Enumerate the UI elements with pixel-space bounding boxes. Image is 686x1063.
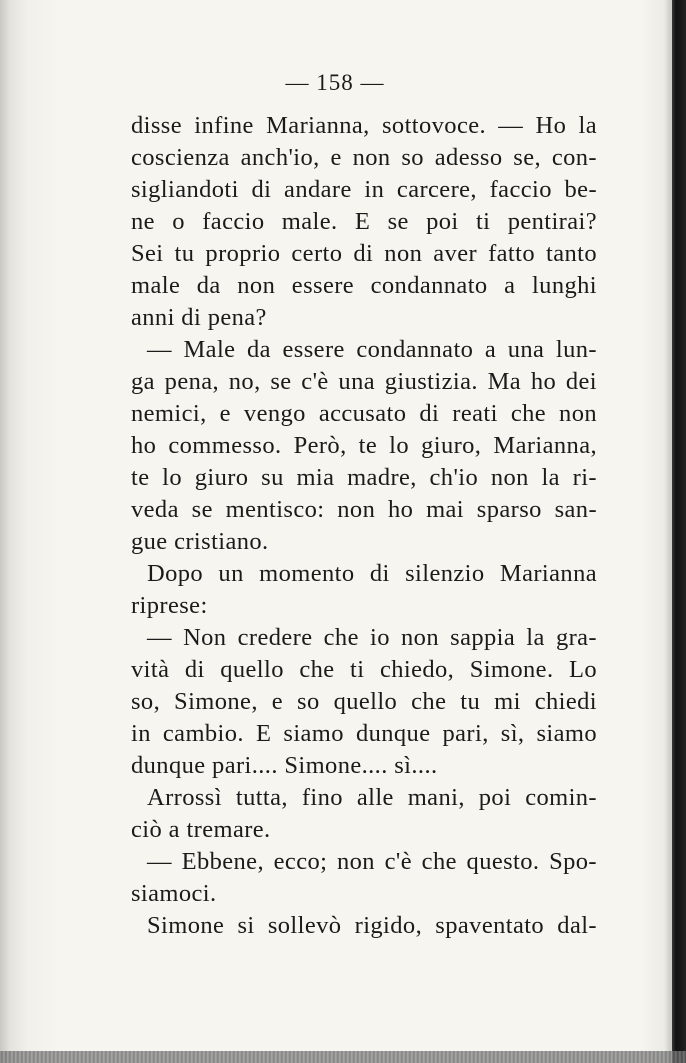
page-number: — 158 — — [285, 70, 385, 95]
text-line: siamoci. — [131, 880, 217, 907]
text-line: Sei tu proprio certo di non aver fatto tanto — [131, 240, 597, 267]
text-line: Arrossì tutta, fino alle mani, poi comin- — [147, 784, 597, 811]
text-line: ga pena, no, se c'è una giustizia. Ma ho dei — [131, 368, 597, 395]
text-line: coscienza anch'io, e non so adesso se, con- — [131, 144, 597, 171]
body-text — [131, 110, 597, 942]
text-line: Dopo un momento di silenzio Marianna — [147, 560, 597, 587]
page-bottom-edge — [0, 1051, 686, 1063]
text-line: ho commesso. Però, te lo giuro, Marianna, — [131, 432, 597, 459]
text-line: ciò a tremare. — [131, 816, 271, 843]
text-line: ne o faccio male. E se poi ti pentirai? — [131, 208, 597, 235]
text-line: so, Simone, e so quello che tu mi chiedi — [131, 688, 597, 715]
text-line: male da non essere condannato a lunghi — [131, 272, 597, 299]
text-line: veda se mentisco: non ho mai sparso san- — [131, 496, 597, 523]
text-line: anni di pena? — [131, 304, 267, 331]
text-line: riprese: — [131, 592, 208, 619]
text-line: disse infine Marianna, sottovoce. — Ho la — [131, 112, 597, 139]
text-line: vità di quello che ti chiedo, Simone. Lo — [131, 656, 597, 683]
text-line: — Male da essere condannato a una lun- — [147, 336, 597, 363]
page-binding-edge — [672, 0, 686, 1063]
text-line: te lo giuro su mia madre, ch'io non la ri- — [131, 464, 597, 491]
text-line: — Ebbene, ecco; non c'è che questo. Spo- — [147, 848, 597, 875]
text-line: gue cristiano. — [131, 528, 269, 555]
text-line: sigliandoti di andare in carcere, faccio be- — [131, 176, 597, 203]
text-line: dunque pari.... Simone.... sì.... — [131, 752, 438, 779]
text-line: nemici, e vengo accusato di reati che non — [131, 400, 597, 427]
text-line: — Non credere che io non sappia la gra- — [147, 624, 597, 651]
text-line: Simone si sollevò rigido, spaventato dal- — [147, 912, 597, 939]
text-line: in cambio. E siamo dunque pari, sì, siamo — [131, 720, 597, 747]
